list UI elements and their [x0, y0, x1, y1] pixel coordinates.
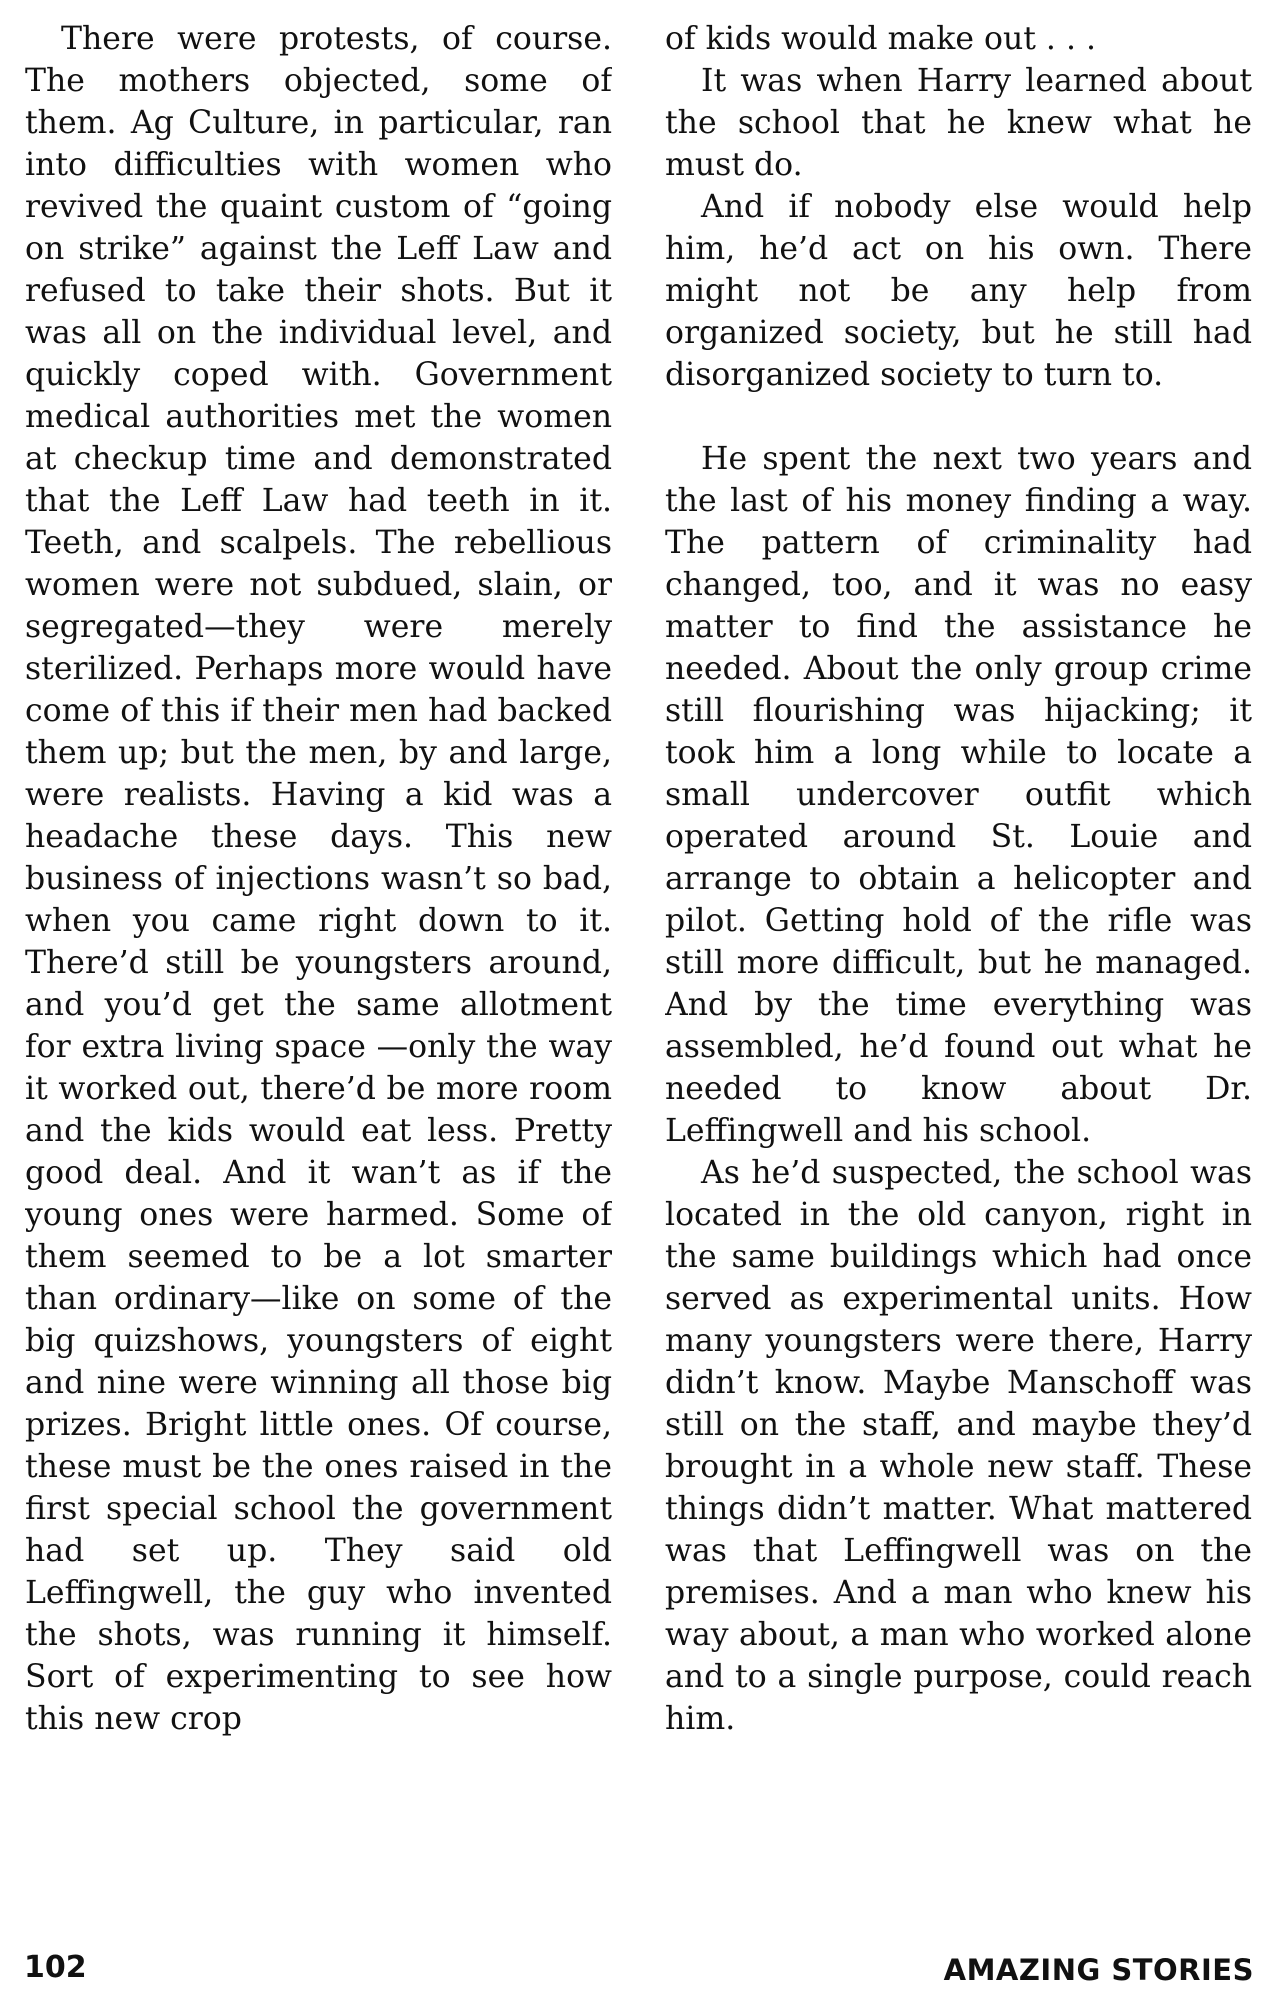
body-paragraph: And if nobody else would help him, he’d act on his own. There might not be any help from organized society, but he still had disorganized society to turn to.	[665, 189, 1252, 393]
left-column	[25, 18, 612, 1918]
section-break	[665, 396, 1252, 438]
body-paragraph: As he’d suspected, the school was located in the old canyon, right in the same buildings which had once served as experimental units. How many youngsters were there, Harry didn’t know. Maybe Manschoff was still on the staff, and maybe they’d brought in a whole new staff. These things didn’t matter. What mattered was that Leffingwell was on the premises. And a man who knew his way about, a man who worked alone and to a single purpose, could reach him.	[665, 1155, 1252, 1737]
continued-paragraph: of kids would make out . . .	[665, 21, 1096, 57]
body-paragraph: There were protests, of course. The mothers objected, some of them. Ag Culture, in particular, ran into difficulties with women who revived the quaint custom of “going on strike” against the Leff Law and refused to take their shots. But it was all on the individual level, and quickly coped with. Government medical authorities met the women at checkup time and demonstrated that the Leff Law had teeth in it. Teeth, and scalpels. The rebellious women were not subdued, slain, or segregated—they were merely sterilized. Perhaps more would have come of this if their men had backed them up; but the men, by and large, were realists. Having a kid was a headache these days. This new business of injections wasn’t so bad, when you came right down to it. There’d still be youngsters around, and you’d get the same allotment for extra living space —only the way it worked out, there’d be more room and the kids would eat less. Pretty good deal. And it wan’t as if the young ones were harmed. Some of them seemed to be a lot smarter than ordinary—like on some of the big quizshows, youngsters of eight and nine were winning all those big prizes. Bright little ones. Of course, these must be the ones raised in the first special school the government had set up. They said old Leffingwell, the guy who invented the shots, was running it himself. Sort of experimenting to see how this new crop	[25, 21, 612, 1737]
running-footer-title: AMAZING STORIES	[943, 1953, 1254, 1987]
right-column	[665, 18, 1252, 1918]
page-number: 102	[24, 1950, 87, 1985]
body-paragraph: He spent the next two years and the last of his money finding a way. The pattern of criminality had changed, too, and it was no easy matter to find the assistance he needed. About the only group crime still flourishing was hijacking; it took him a long while to locate a small undercover outfit which operated around St. Louie and arrange to obtain a helicopter and pilot. Getting hold of the rifle was still more difficult, but he managed. And by the time everything was assembled, he’d found out what he needed to know about Dr. Leffingwell and his school.	[665, 441, 1252, 1149]
body-paragraph: It was when Harry learned about the school that he knew what he must do.	[665, 63, 1252, 183]
